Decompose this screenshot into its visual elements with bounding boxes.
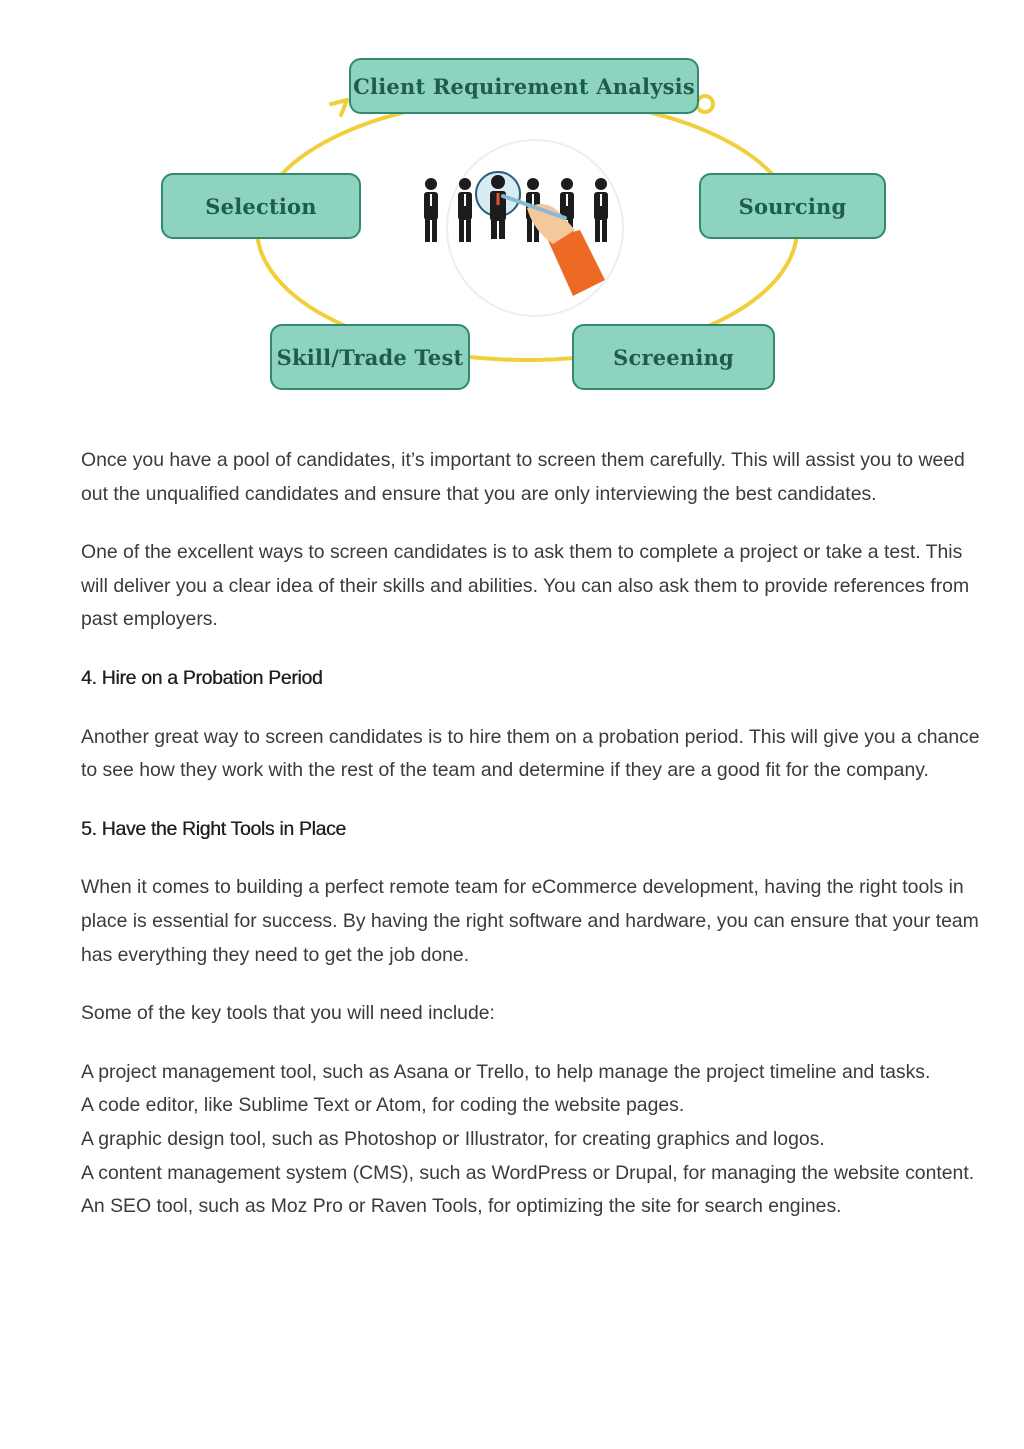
- sourcing-label: Sourcing: [738, 193, 847, 219]
- probation-paragraph: Another great way to screen candidates is to hire them on a probation period. This will give you a chance to see how they work with the rest of the team and determine if they are a good fit for the company.: [81, 725, 980, 782]
- test-paragraph: One of the excellent ways to screen candidates is to ask them to complete a project or take a test. This will deliver you a clear idea of their skills and abilities. You can also ask them to provide references from past employers.: [81, 541, 970, 631]
- skill-trade-test-box: [270, 324, 470, 390]
- list-item: An SEO tool, such as Moz Pro or Raven Tools, for optimizing the site for search engines.: [81, 1195, 842, 1218]
- tools-intro-paragraph: When it comes to building a perfect remote team for eCommerce development, having the right tools in place is essential for success. By having the right software and hardware, you can ensure that your team has everything they need to get the job done.: [81, 876, 979, 966]
- article-body: [81, 444, 981, 1224]
- cycle-arrow-icon: [331, 100, 347, 115]
- tools-list: [81, 1056, 981, 1224]
- client-requirement-analysis-box: [349, 58, 699, 114]
- screening-box: [572, 324, 775, 390]
- key-tools-lead: Some of the key tools that you will need include:: [81, 1002, 495, 1025]
- section-heading-probation: 4. Hire on a Probation Period: [81, 666, 323, 689]
- list-item: A graphic design tool, such as Photoshop or Illustrator, for creating graphics and logos.: [81, 1127, 825, 1150]
- recruitment-cycle-diagram: [135, 58, 920, 418]
- list-item: A project management tool, such as Asana or Trello, to help manage the project timeline and tasks.: [81, 1060, 931, 1083]
- selection-box: [161, 173, 361, 239]
- list-item: A content management system (CMS), such as WordPress or Drupal, for managing the website content.: [81, 1161, 975, 1184]
- client-requirement-analysis-label: Client Requirement Analysis: [353, 73, 695, 99]
- screening-label: Screening: [613, 344, 734, 370]
- sourcing-box: [699, 173, 886, 239]
- cycle-start-ring-icon: [697, 96, 713, 112]
- list-item: A code editor, like Sublime Text or Atom, for coding the website pages.: [81, 1094, 685, 1117]
- section-heading-tools: 5. Have the Right Tools in Place: [81, 817, 346, 840]
- selection-label: Selection: [205, 193, 317, 219]
- screening-paragraph: Once you have a pool of candidates, it’s important to screen them carefully. This will assist you to weed out the unqualified candidates and ensure that you are only interviewing the best candidates.: [81, 449, 965, 505]
- skill-trade-test-label: Skill/Trade Test: [276, 344, 464, 370]
